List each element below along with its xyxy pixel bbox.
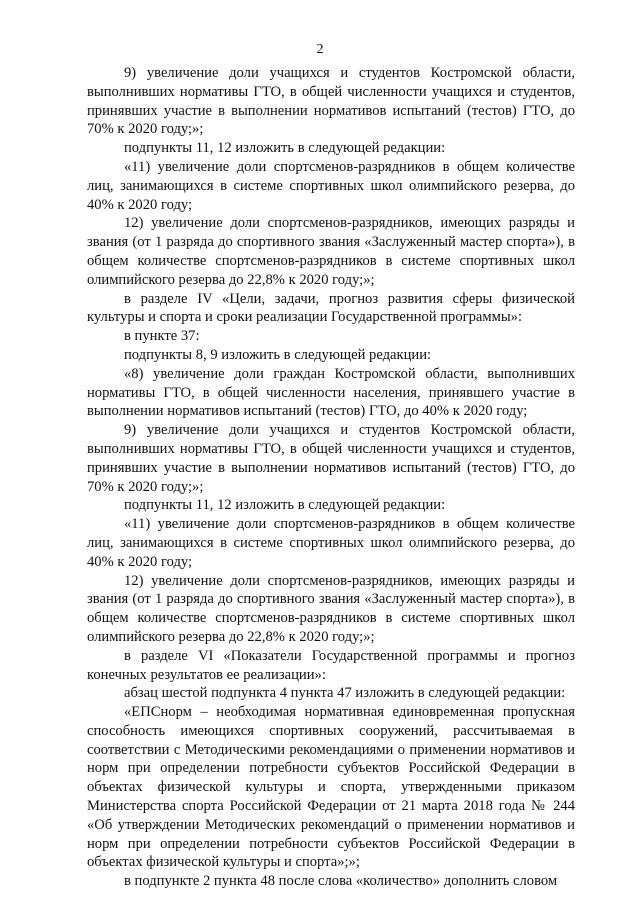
paragraph: «11) увеличение доли спортсменов-разрядников в общем количестве лиц, занимающихся в системе спортивных школ олимпийского резерва, до 40% к 2020 году; (87, 516, 575, 570)
paragraph: 12) увеличение доли спортсменов-разрядников, имеющих разряды и звания (от 1 разряда до спортивного звания «Заслуженный мастер спорта»), в общем количестве спортсменов-разрядников в системе спортивных школ олимпийского резерва до 22,8% к 2020 году;»; (87, 572, 575, 645)
page-number: 2 (316, 42, 324, 57)
paragraph: подпункты 11, 12 изложить в следующей редакции: (124, 140, 446, 157)
paragraph: в подпункте 2 пункта 48 после слова «количество» дополнить словом (124, 873, 558, 890)
paragraph: 12) увеличение доли спортсменов-разрядников, имеющих разряды и звания (от 1 разряда до спортивного звания «Заслуженный мастер спорта»), в общем количестве спортсменов-разрядников в системе спортивных школ олимпийского резерва до 22,8% к 2020 году;»; (87, 215, 575, 288)
document-body (87, 64, 575, 891)
paragraph: в пункте 37: (124, 328, 200, 345)
paragraph: 9) увеличение доли учащихся и студентов Костромской области, выполнивших нормативы ГТО, в общей численности учащихся и студентов, принявших участие в выполнении нормативов испытаний (тестов) ГТО, до 70% к 2020 году;»; (87, 422, 575, 495)
paragraph: подпункты 11, 12 изложить в следующей редакции: (124, 497, 446, 514)
paragraph: абзац шестой подпункта 4 пункта 47 изложить в следующей редакции: (124, 685, 566, 702)
paragraph: «8) увеличение доли граждан Костромской области, выполнивших нормативы ГТО, в общей численности населения, принявшего участие в выполнении нормативов испытаний (тестов) ГТО, до 40% к 2020 году; (87, 365, 575, 420)
paragraph: подпункты 8, 9 изложить в следующей редакции: (124, 346, 432, 363)
paragraph: в разделе VI «Показатели Государственной программы и прогноз конечных результатов ее реализации»: (87, 647, 575, 683)
paragraph: 9) увеличение доли учащихся и студентов Костромской области, выполнивших нормативы ГТО, в общей численности учащихся и студентов, принявших участие в выполнении нормативов испытаний (тестов) ГТО, до 70% к 2020 году;»; (87, 65, 575, 138)
paragraph: «11) увеличение доли спортсменов-разрядников в общем количестве лиц, занимающихся в системе спортивных школ олимпийского резерва, до 40% к 2020 году; (87, 158, 575, 213)
paragraph: в разделе IV «Цели, задачи, прогноз развития сферы физической культуры и спорта и сроки реализации Государственной программы»: (87, 290, 575, 326)
paragraph: «ЕПСнорм – необходимая нормативная единовременная пропускная способность имеющихся спортивных сооружений, рассчитываемая в соответствии с Методическими рекомендациями о применении нормативов и норм при определении потребности субъектов Российской Федерации в объектах физической культуры и спорта, утвержденными приказом Министерства спорта Российской Федерации от 21 марта 2018 года № 244 «Об утверждении Методических рекомендаций о применении нормативов и норм при определении потребности субъектов Российской Федерации в объектах физической культуры и спорта»;»; (87, 704, 575, 871)
